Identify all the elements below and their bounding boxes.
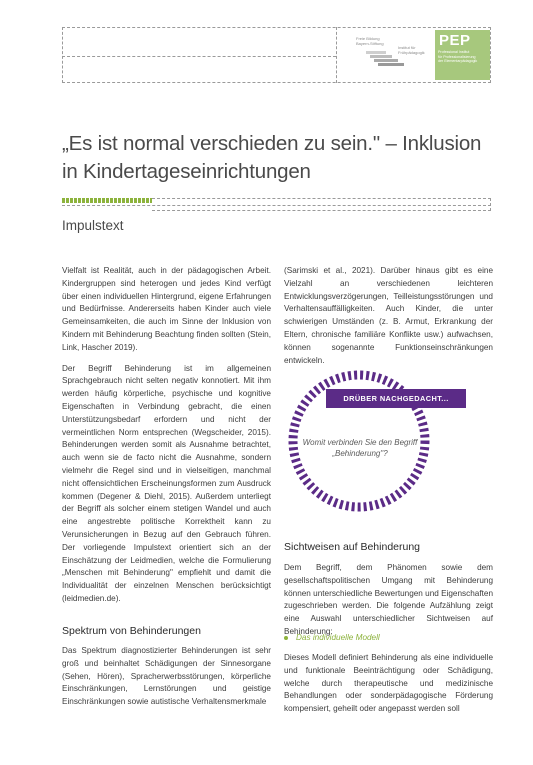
partner-logo (356, 33, 426, 73)
pep-logo (435, 30, 490, 80)
paragraph: Vielfalt ist Realität, auch in der pädagogischen Arbeit. Kindergruppen sind heterogen und jedes Kind verfügt über einen individuellen Hintergrund, eigene Erfahrungen und Bedürfnisse. Andererseits haben Kinder auch viele Gemeinsamkeiten, die auch im Sinne der Inklusion von Kindern mit Behinderung Beachtung finden sollten (Stein, Link, Hascher 2019). (62, 266, 271, 352)
paragraph: Dem Begriff, dem Phänomen sowie dem gesellschaftspolitischen Umgang mit Behinderung können unterschiedliche Bewertungen und Eigenschaften zugeschrieben werden. Die folgende Aufzählung zeigt eine Auswahl unterschiedlicher Sichtweisen auf Behinderung: (284, 563, 493, 636)
column-right-bottom (284, 652, 493, 724)
reflection-question: Womit verbinden Sie den Begriff „Behinderung"? (302, 438, 418, 458)
bullet-label: Das individuelle Modell (296, 633, 380, 642)
paragraph: Der Begriff Behinderung ist im allgemeinen Sprachgebrauch nicht selten negativ konnotiert. Mit ihm werden häufig körperliche, psychische und kognitive Eigenschaften in Verbindung gebracht, die einen Unterstützungsbedarf erfordern und nicht der vermeintlichen Norm entsprechen (Wegscheider, 2015). Behinderungen werden somit als Ausnahme betrachtet, auch wenn sie de facto nicht die Ausnahme, sondern vielmehr die Regel sind und in vielseitigen, manchmal nicht offensichtlichen Erscheinungsformen zum Ausdruck kommen (Degener & Diehl, 2015). Außerdem unterliegt der Begriff als solcher einem stetigen Wandel und auch eine angestrebte politische Korrektheit kann zu Verunsicherungen in Bezug auf den Gebrauch führen. Der vorliegende Impulstext orientiert sich an der Einschätzung der Leidmedien, welche die Formulierung „Menschen mit Behinderung" empfiehlt und damit die Individualität der einzelnen Menschen berücksichtigt (leidmedien.de). (62, 363, 271, 603)
column-right (284, 265, 493, 375)
column-left (62, 265, 271, 614)
title-rule-accent (62, 198, 152, 203)
partner-logo-line-2: Bayern-Stiftung (356, 41, 384, 46)
think-about-badge: DRÜBER NACHGEDACHT... (326, 389, 466, 408)
pep-logo-title: PEP (439, 32, 471, 49)
section-heading-sichtweisen: Sichtweisen auf Behinderung (284, 541, 421, 553)
bullet-dot-icon (284, 636, 288, 640)
pep-logo-line: Professional Institut (438, 50, 470, 54)
pep-logo-line: der Elementarpädagogik (438, 59, 478, 64)
section-heading-spektrum: Spektrum von Behinderungen (62, 625, 201, 637)
partner-logo-line-1: Freie Bildung (356, 36, 380, 41)
header-divider-horizontal (62, 56, 336, 58)
partner-logo2-line-1: Institut für (398, 45, 416, 50)
title-rule-line (62, 205, 491, 206)
pep-logo-subtitle (435, 49, 490, 65)
document-title: „Es ist normal verschieden zu sein." – Inklusion in Kindertageseinrichtungen (62, 132, 482, 183)
bullet-item (284, 633, 380, 642)
document-subtitle: Impulstext (62, 218, 124, 233)
partner-logo2-line-2: Frühpädagogik (398, 50, 425, 55)
column-left-lower (62, 645, 271, 717)
paragraph: Das Spektrum diagnostizierter Behinderungen ist sehr groß und beinhaltet Schädigungen der Sinnesorgane (Sehen, Hören), Spracherwerbsstörungen, körperliche Einschränkungen, Lernstörungen und geistige Einschränkungen sowie autistische Verhaltensmerkmale (62, 646, 271, 707)
header-frame (62, 27, 491, 83)
paragraph: (Sarimski et al., 2021). Darüber hinaus gibt es eine Vielzahl an verschiedenen leichteren Entwicklungsverzögerungen, Teilleistungsstörungen und Verhaltensauffälligkeiten. Auch Kinder, die unter schwierigen Umständen (z. B. Armut, Erkrankung der Eltern, chronische familiäre Konflikte usw.) aufwachsen, können sogenannte Funktionseinschränkungen entwickeln. (284, 266, 493, 365)
pep-logo-line: für Professionalisierung (438, 54, 476, 59)
paragraph: Dieses Modell definiert Behinderung als eine individuelle und funktionale Beeinträchtigung oder Schädigung, welche durch therapeutische und medizinische Behandlungen oder sonderpädagogische Förderung kompensiert, geheilt oder angepasst werden soll (284, 653, 493, 714)
header-divider (336, 27, 338, 83)
